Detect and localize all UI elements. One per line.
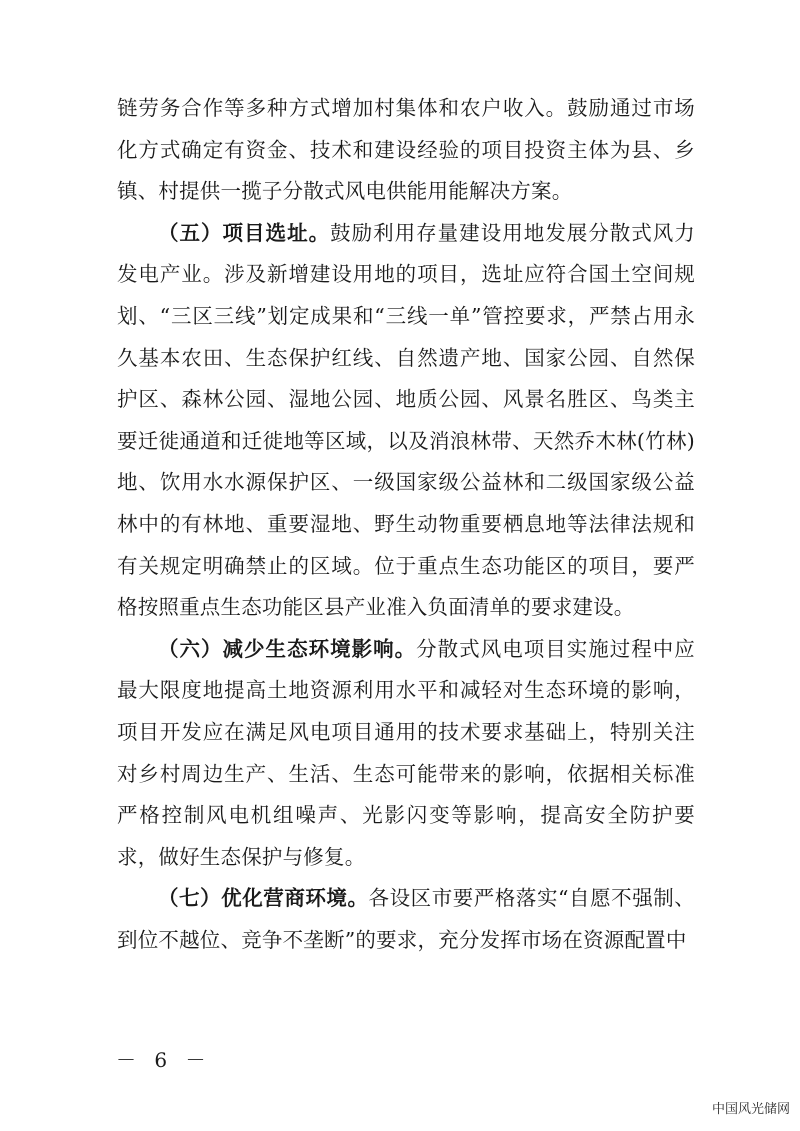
page-number: － 6 －	[116, 1048, 212, 1072]
paragraph-text: 链劳务合作等多种方式增加村集体和农户收入。鼓励通过市场化方式确定有资金、技术和建设经验的项目投资主体为县、乡镇、村提供一揽子分散式风电供能用能解决方案。	[117, 96, 695, 204]
paragraph-business-environment	[117, 878, 695, 961]
section-heading: （六）减少生态环境影响。	[158, 636, 417, 661]
paragraph-ecological-impact	[117, 629, 695, 879]
paragraph-text: 分散式风电项目实施过程中应最大限度地提高土地资源利用水平和减轻对生态环境的影响，项目开发应在满足风电项目通用的技术要求基础上，特别关注对乡村周边生产、生活、生态可能带来的影响，依据相关标准严格控制风电机组噪声、光影闪变等影响，提高安全防护要求，做好生态保护与修复。	[117, 636, 695, 869]
section-heading: （五）项目选址。	[158, 220, 331, 245]
document-body	[117, 88, 695, 961]
paragraph-text: 各设区市要严格落实“自愿不强制、到位不越位、竞争不垄断”的要求，充分发挥市场在资源配置中	[117, 886, 695, 952]
paragraph-site-selection	[117, 213, 695, 629]
section-heading: （七）优化营商环境。	[158, 886, 369, 911]
paragraph-continuation	[117, 88, 695, 213]
watermark-text: 中国风光储网	[711, 1102, 790, 1117]
paragraph-text: 鼓励利用存量建设用地发展分散式风力发电产业。涉及新增建设用地的项目，选址应符合国土空间规划、“三区三线”划定成果和“三线一单”管控要求，严禁占用永久基本农田、生态保护红线、自然遗产地、国家公园、自然保护区、森林公园、湿地公园、地质公园、风景名胜区、鸟类主要迁徙通道和迁徙地等区域，以及消浪林带、天然乔木林(竹林)地、饮用水水源保护区、一级国家级公益林和二级国家级公益林中的有林地、重要湿地、野生动物重要栖息地等法律法规和有关规定明确禁止的区域。位于重点生态功能区的项目，要严格按照重点生态功能区县产业准入负面清单的要求建设。	[117, 220, 695, 620]
